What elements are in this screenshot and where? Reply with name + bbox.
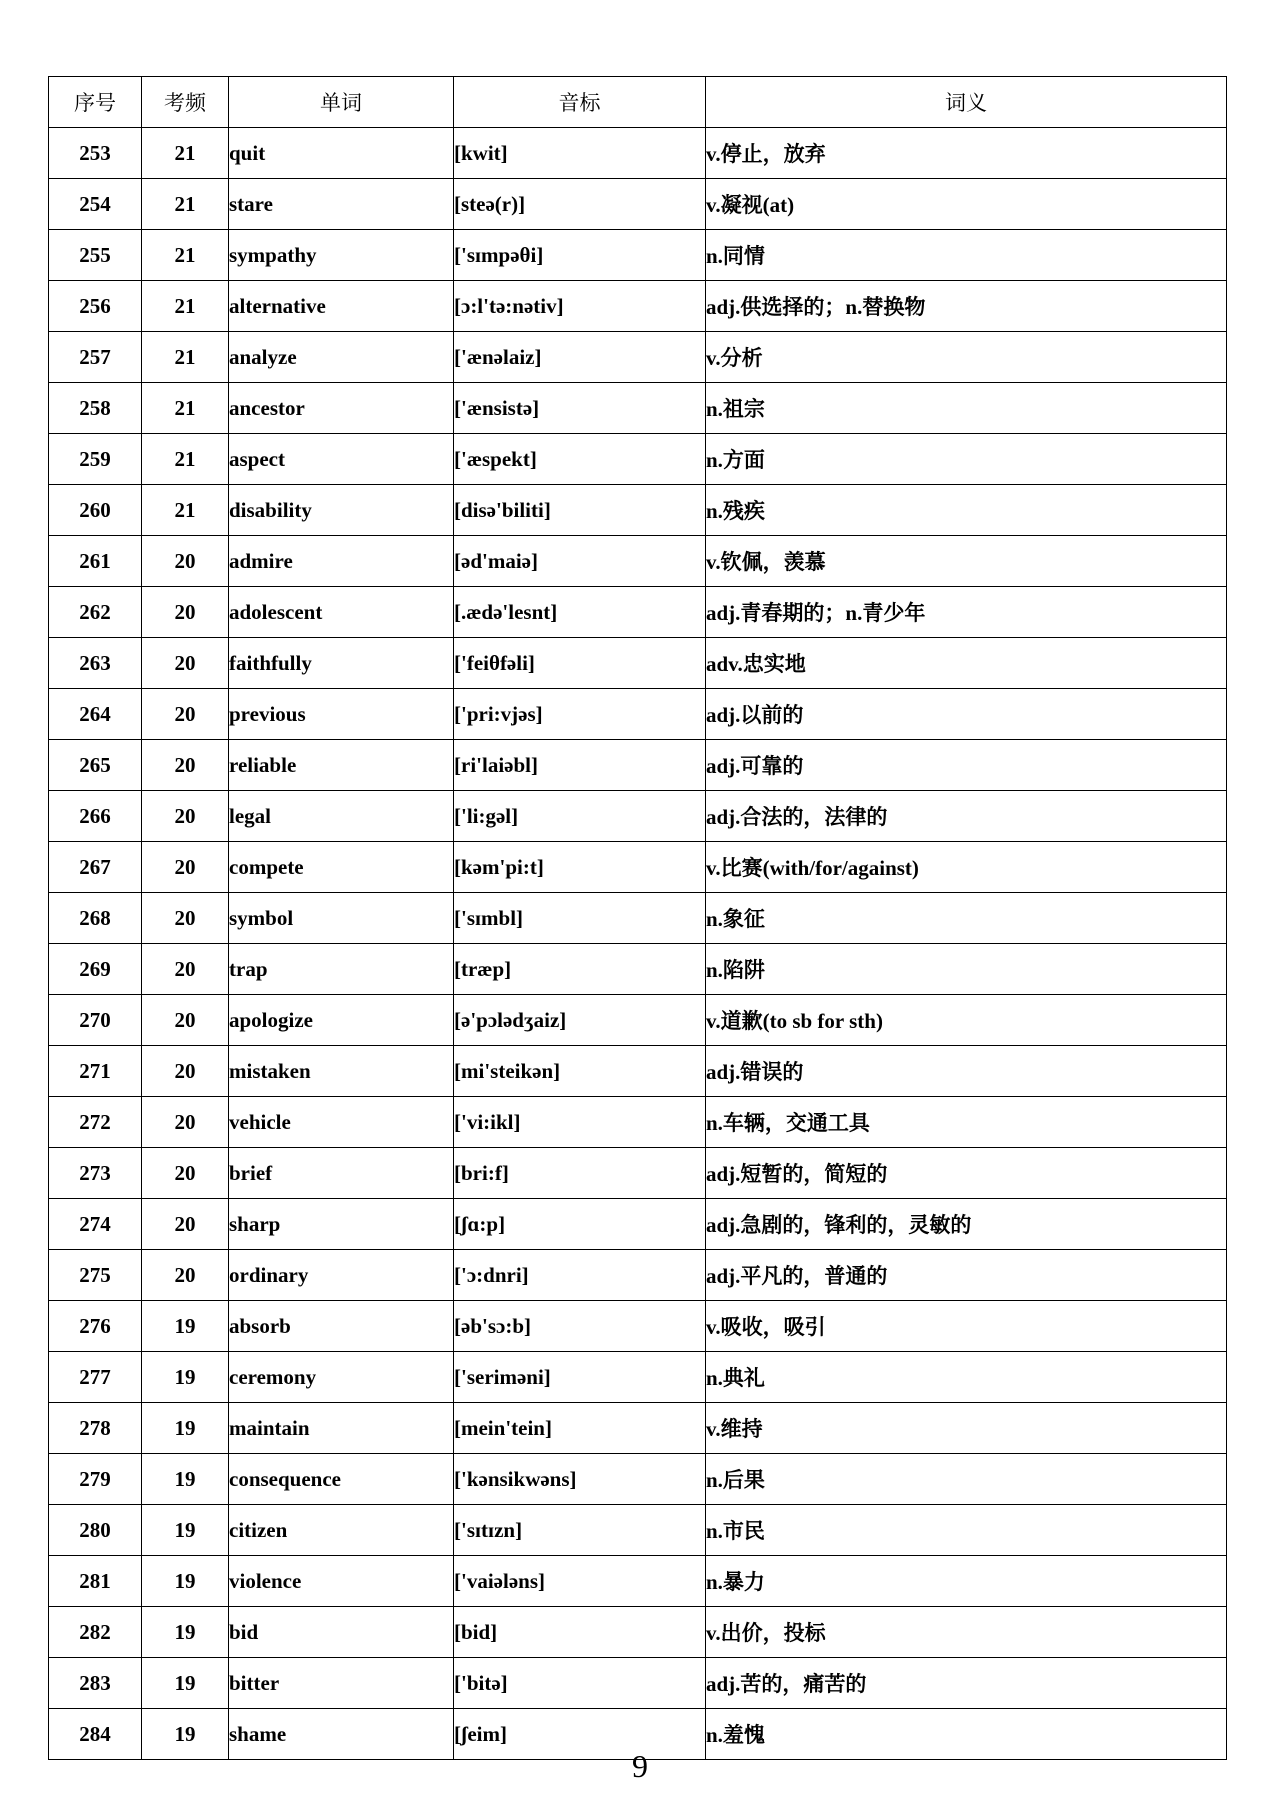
cell-meaning: adj.急剧的，锋利的，灵敏的	[706, 1199, 1227, 1250]
cell-number: 284	[49, 1709, 142, 1760]
cell-frequency: 19	[142, 1658, 229, 1709]
cell-phonetic: [kwit]	[454, 128, 706, 179]
cell-frequency: 19	[142, 1607, 229, 1658]
cell-phonetic: ['bitə]	[454, 1658, 706, 1709]
cell-number: 268	[49, 893, 142, 944]
cell-number: 253	[49, 128, 142, 179]
cell-meaning: v.分析	[706, 332, 1227, 383]
cell-number: 270	[49, 995, 142, 1046]
cell-frequency: 21	[142, 332, 229, 383]
cell-number: 283	[49, 1658, 142, 1709]
cell-frequency: 19	[142, 1352, 229, 1403]
cell-word: legal	[229, 791, 454, 842]
cell-phonetic: [bri:f]	[454, 1148, 706, 1199]
table-row	[49, 128, 1227, 179]
cell-frequency: 20	[142, 1250, 229, 1301]
cell-phonetic: [træp]	[454, 944, 706, 995]
cell-meaning: adj.错误的	[706, 1046, 1227, 1097]
cell-number: 258	[49, 383, 142, 434]
table-row	[49, 1505, 1227, 1556]
cell-word: mistaken	[229, 1046, 454, 1097]
cell-meaning: adj.短暂的，简短的	[706, 1148, 1227, 1199]
cell-phonetic: [mi'steikən]	[454, 1046, 706, 1097]
header-word: 单词	[229, 77, 454, 128]
cell-number: 257	[49, 332, 142, 383]
cell-meaning: v.维持	[706, 1403, 1227, 1454]
cell-meaning: n.市民	[706, 1505, 1227, 1556]
table-row	[49, 1250, 1227, 1301]
cell-frequency: 21	[142, 179, 229, 230]
cell-phonetic: ['li:gəl]	[454, 791, 706, 842]
table-row	[49, 842, 1227, 893]
cell-phonetic: ['sɪmbl]	[454, 893, 706, 944]
cell-word: analyze	[229, 332, 454, 383]
cell-frequency: 20	[142, 587, 229, 638]
cell-word: vehicle	[229, 1097, 454, 1148]
cell-word: quit	[229, 128, 454, 179]
cell-meaning: adj.合法的，法律的	[706, 791, 1227, 842]
table-row	[49, 383, 1227, 434]
cell-meaning: n.车辆，交通工具	[706, 1097, 1227, 1148]
cell-meaning: n.祖宗	[706, 383, 1227, 434]
cell-number: 273	[49, 1148, 142, 1199]
cell-word: citizen	[229, 1505, 454, 1556]
cell-phonetic: [kəm'pi:t]	[454, 842, 706, 893]
cell-phonetic: [ri'laiəbl]	[454, 740, 706, 791]
cell-meaning: v.比赛(with/for/against)	[706, 842, 1227, 893]
cell-frequency: 20	[142, 1097, 229, 1148]
cell-frequency: 19	[142, 1403, 229, 1454]
table-row	[49, 587, 1227, 638]
cell-frequency: 20	[142, 842, 229, 893]
table-row	[49, 230, 1227, 281]
cell-number: 274	[49, 1199, 142, 1250]
cell-meaning: v.出价，投标	[706, 1607, 1227, 1658]
vocabulary-sheet	[48, 76, 1226, 1760]
table-row	[49, 638, 1227, 689]
cell-meaning: n.同情	[706, 230, 1227, 281]
cell-word: shame	[229, 1709, 454, 1760]
cell-frequency: 19	[142, 1454, 229, 1505]
cell-number: 278	[49, 1403, 142, 1454]
cell-word: aspect	[229, 434, 454, 485]
cell-meaning: n.羞愧	[706, 1709, 1227, 1760]
cell-word: bid	[229, 1607, 454, 1658]
cell-phonetic: ['æspekt]	[454, 434, 706, 485]
table-row	[49, 1301, 1227, 1352]
cell-meaning: n.典礼	[706, 1352, 1227, 1403]
cell-phonetic: [ʃɑ:p]	[454, 1199, 706, 1250]
table-row	[49, 1403, 1227, 1454]
cell-word: disability	[229, 485, 454, 536]
cell-number: 266	[49, 791, 142, 842]
cell-frequency: 20	[142, 689, 229, 740]
table-row	[49, 332, 1227, 383]
cell-number: 255	[49, 230, 142, 281]
cell-word: trap	[229, 944, 454, 995]
cell-number: 277	[49, 1352, 142, 1403]
cell-number: 265	[49, 740, 142, 791]
cell-word: previous	[229, 689, 454, 740]
table-row	[49, 1199, 1227, 1250]
cell-meaning: n.陷阱	[706, 944, 1227, 995]
cell-number: 264	[49, 689, 142, 740]
header-row	[49, 77, 1227, 128]
cell-frequency: 21	[142, 128, 229, 179]
table-row	[49, 1556, 1227, 1607]
cell-meaning: adj.平凡的，普通的	[706, 1250, 1227, 1301]
cell-number: 279	[49, 1454, 142, 1505]
cell-frequency: 19	[142, 1505, 229, 1556]
table-row	[49, 485, 1227, 536]
cell-word: ordinary	[229, 1250, 454, 1301]
cell-frequency: 20	[142, 740, 229, 791]
cell-meaning: n.象征	[706, 893, 1227, 944]
header-meaning: 词义	[706, 77, 1227, 128]
cell-phonetic: ['ænsistə]	[454, 383, 706, 434]
header-number: 序号	[49, 77, 142, 128]
cell-meaning: adj.可靠的	[706, 740, 1227, 791]
cell-number: 280	[49, 1505, 142, 1556]
cell-word: absorb	[229, 1301, 454, 1352]
cell-meaning: v.凝视(at)	[706, 179, 1227, 230]
cell-frequency: 20	[142, 995, 229, 1046]
cell-word: admire	[229, 536, 454, 587]
cell-word: consequence	[229, 1454, 454, 1505]
cell-number: 275	[49, 1250, 142, 1301]
cell-meaning: n.方面	[706, 434, 1227, 485]
cell-number: 256	[49, 281, 142, 332]
table-row	[49, 281, 1227, 332]
cell-meaning: adj.苦的，痛苦的	[706, 1658, 1227, 1709]
cell-phonetic: [steə(r)]	[454, 179, 706, 230]
cell-number: 260	[49, 485, 142, 536]
table-row	[49, 536, 1227, 587]
cell-meaning: n.暴力	[706, 1556, 1227, 1607]
cell-frequency: 21	[142, 383, 229, 434]
vocabulary-table	[48, 76, 1227, 1760]
table-row	[49, 1148, 1227, 1199]
table-row	[49, 893, 1227, 944]
cell-phonetic: [əd'maiə]	[454, 536, 706, 587]
table-row	[49, 1097, 1227, 1148]
cell-word: reliable	[229, 740, 454, 791]
cell-number: 272	[49, 1097, 142, 1148]
cell-meaning: v.停止，放弃	[706, 128, 1227, 179]
cell-number: 259	[49, 434, 142, 485]
cell-phonetic: ['pri:vjəs]	[454, 689, 706, 740]
cell-word: ancestor	[229, 383, 454, 434]
header-frequency: 考频	[142, 77, 229, 128]
cell-frequency: 20	[142, 1148, 229, 1199]
table-row	[49, 740, 1227, 791]
cell-word: adolescent	[229, 587, 454, 638]
cell-number: 262	[49, 587, 142, 638]
cell-number: 271	[49, 1046, 142, 1097]
table-row	[49, 1607, 1227, 1658]
cell-number: 276	[49, 1301, 142, 1352]
cell-phonetic: ['ɔ:dnri]	[454, 1250, 706, 1301]
cell-phonetic: ['sɪtɪzn]	[454, 1505, 706, 1556]
table-row	[49, 179, 1227, 230]
cell-frequency: 20	[142, 791, 229, 842]
cell-word: faithfully	[229, 638, 454, 689]
cell-number: 263	[49, 638, 142, 689]
cell-word: maintain	[229, 1403, 454, 1454]
cell-frequency: 20	[142, 944, 229, 995]
cell-frequency: 20	[142, 638, 229, 689]
cell-phonetic: ['feiθfəli]	[454, 638, 706, 689]
cell-number: 261	[49, 536, 142, 587]
cell-frequency: 19	[142, 1709, 229, 1760]
cell-phonetic: [mein'tein]	[454, 1403, 706, 1454]
cell-meaning: adj.青春期的；n.青少年	[706, 587, 1227, 638]
table-row	[49, 1352, 1227, 1403]
cell-phonetic: [.ædə'lesnt]	[454, 587, 706, 638]
cell-phonetic: ['sɪmpəθi]	[454, 230, 706, 281]
cell-frequency: 20	[142, 1199, 229, 1250]
cell-meaning: n.后果	[706, 1454, 1227, 1505]
cell-frequency: 21	[142, 230, 229, 281]
cell-phonetic: [ʃeim]	[454, 1709, 706, 1760]
cell-word: apologize	[229, 995, 454, 1046]
cell-phonetic: ['ænəlaiz]	[454, 332, 706, 383]
cell-meaning: v.吸收，吸引	[706, 1301, 1227, 1352]
cell-phonetic: ['kənsikwəns]	[454, 1454, 706, 1505]
cell-word: bitter	[229, 1658, 454, 1709]
cell-word: sharp	[229, 1199, 454, 1250]
table-row	[49, 434, 1227, 485]
cell-phonetic: ['vi:ikl]	[454, 1097, 706, 1148]
cell-phonetic: [əb'sɔ:b]	[454, 1301, 706, 1352]
table-row	[49, 689, 1227, 740]
table-row	[49, 1454, 1227, 1505]
cell-number: 282	[49, 1607, 142, 1658]
cell-number: 269	[49, 944, 142, 995]
cell-phonetic: [disə'biliti]	[454, 485, 706, 536]
cell-number: 267	[49, 842, 142, 893]
table-row	[49, 995, 1227, 1046]
cell-phonetic: [bid]	[454, 1607, 706, 1658]
page-number: 9	[632, 1748, 648, 1784]
cell-frequency: 21	[142, 485, 229, 536]
cell-meaning: v.钦佩，羡慕	[706, 536, 1227, 587]
table-row	[49, 1658, 1227, 1709]
cell-frequency: 20	[142, 1046, 229, 1097]
cell-word: brief	[229, 1148, 454, 1199]
table-row	[49, 1046, 1227, 1097]
table-row	[49, 944, 1227, 995]
cell-number: 281	[49, 1556, 142, 1607]
cell-phonetic: [ə'pɔlədʒaiz]	[454, 995, 706, 1046]
cell-frequency: 19	[142, 1556, 229, 1607]
cell-meaning: adv.忠实地	[706, 638, 1227, 689]
cell-frequency: 21	[142, 434, 229, 485]
cell-word: symbol	[229, 893, 454, 944]
table-body	[49, 128, 1227, 1760]
cell-word: stare	[229, 179, 454, 230]
cell-number: 254	[49, 179, 142, 230]
cell-word: violence	[229, 1556, 454, 1607]
cell-phonetic: ['vaiələns]	[454, 1556, 706, 1607]
cell-word: sympathy	[229, 230, 454, 281]
cell-frequency: 19	[142, 1301, 229, 1352]
cell-meaning: n.残疾	[706, 485, 1227, 536]
header-phonetic: 音标	[454, 77, 706, 128]
table-row	[49, 791, 1227, 842]
cell-word: alternative	[229, 281, 454, 332]
cell-phonetic: ['seriməni]	[454, 1352, 706, 1403]
cell-phonetic: [ɔ:l'tə:nətiv]	[454, 281, 706, 332]
cell-frequency: 20	[142, 893, 229, 944]
cell-word: ceremony	[229, 1352, 454, 1403]
cell-frequency: 21	[142, 281, 229, 332]
cell-frequency: 20	[142, 536, 229, 587]
cell-meaning: adj.供选择的；n.替换物	[706, 281, 1227, 332]
cell-word: compete	[229, 842, 454, 893]
cell-meaning: v.道歉(to sb for sth)	[706, 995, 1227, 1046]
cell-meaning: adj.以前的	[706, 689, 1227, 740]
